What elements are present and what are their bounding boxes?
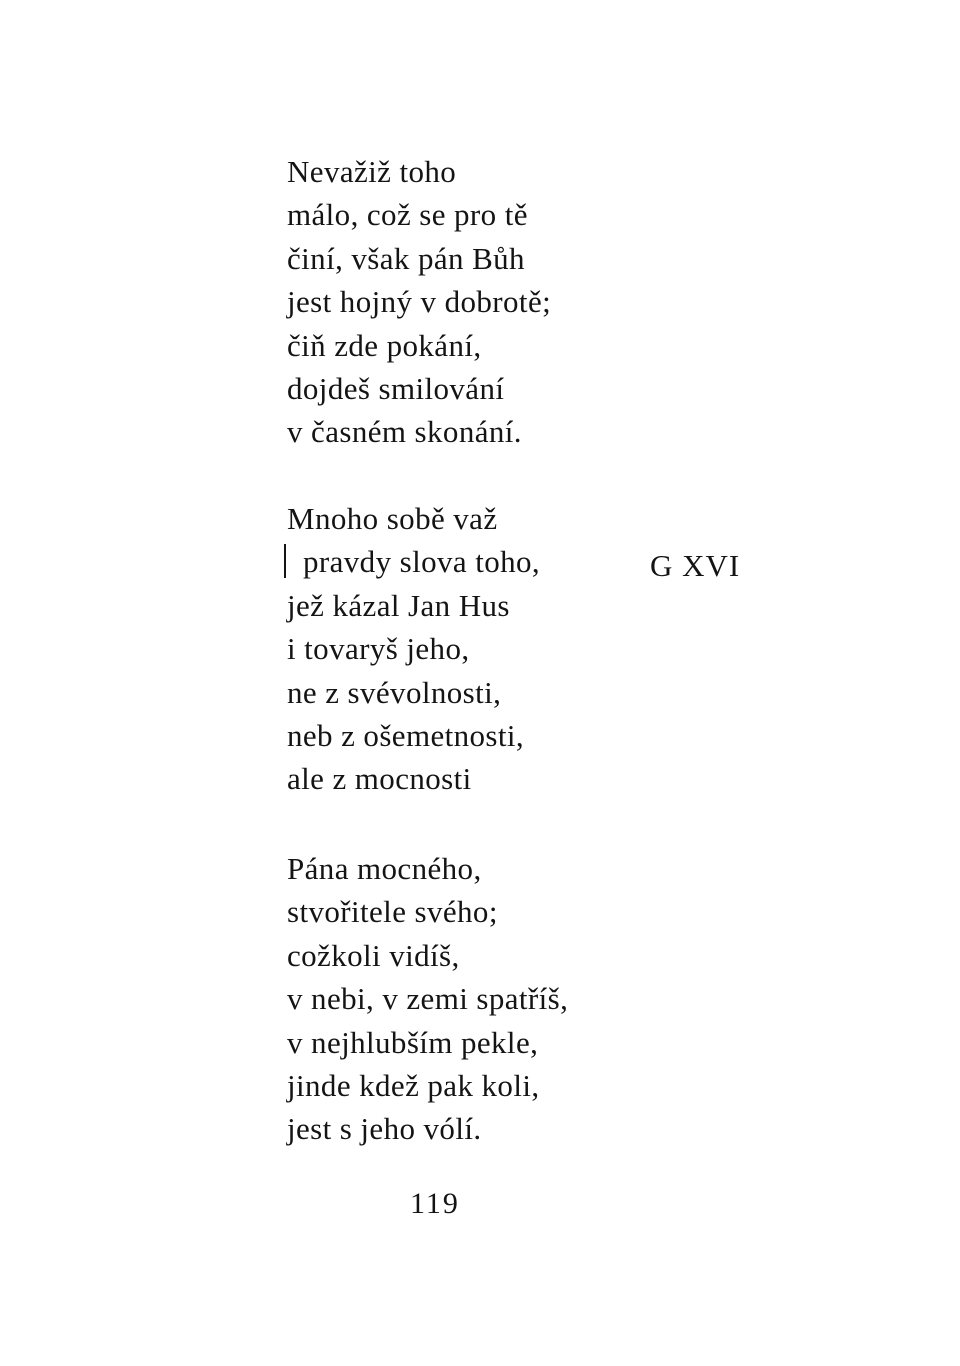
verse-line: jinde kdež pak koli, — [287, 1067, 540, 1103]
verse-line: neb z ošemetnosti, — [287, 717, 525, 753]
verse-line: jež kázal Jan Hus — [287, 587, 510, 623]
verse-line: i tovaryš jeho, — [287, 631, 470, 667]
verse-line: ale z mocnosti — [287, 761, 472, 797]
verse-line: ne z svévolnosti, — [287, 674, 502, 710]
verse-line: činí, však pán Bůh — [287, 240, 525, 276]
verse-line-text: pravdy slova toho, — [303, 544, 541, 580]
verse-line: dojdeš smilování — [287, 370, 505, 406]
verse-line: Pána mocného, — [287, 851, 482, 886]
verse-line: v nejhlubším pekle, — [287, 1024, 539, 1060]
margin-mark-bar — [284, 544, 286, 578]
verse-line-marked — [287, 540, 540, 583]
page-number: 119 — [410, 1187, 460, 1220]
verse-line: jest s jeho vólí. — [287, 1111, 482, 1147]
margin-reference: G XVI — [650, 548, 741, 583]
stanza-1 — [287, 150, 551, 454]
verse-line: v časném skonání. — [287, 414, 522, 450]
verse-line: v nebi, v zemi spatříš, — [287, 981, 569, 1017]
verse-line: čiň zde pokání, — [287, 327, 482, 363]
verse-line: málo, což se pro tě — [287, 197, 528, 233]
verse-line: Mnoho sobě važ — [287, 501, 498, 536]
verse-line: Nevažiž toho — [287, 154, 457, 189]
stanza-2 — [287, 497, 540, 801]
stanza-3 — [287, 847, 568, 1151]
verse-line: stvořitele svého; — [287, 894, 498, 930]
verse-line: jest hojný v dobrotě; — [287, 284, 552, 320]
verse-line: cožkoli vidíš, — [287, 937, 460, 973]
